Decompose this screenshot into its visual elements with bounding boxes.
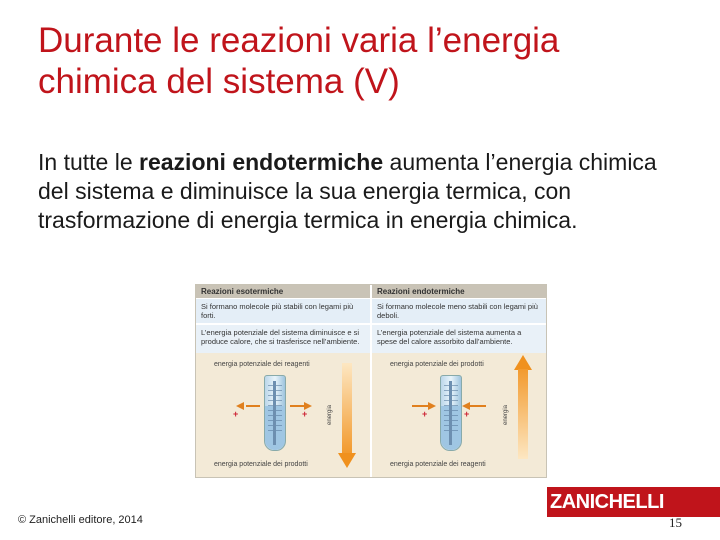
figure-column-endothermic	[372, 285, 546, 477]
plus-mark-left-2: +	[302, 409, 308, 419]
exothermic-bottom-label: energia potenziale dei prodotti	[214, 461, 308, 468]
exothermic-top-label: energia potenziale dei reagenti	[214, 361, 310, 368]
column-header-endothermic: Reazioni endotermiche	[372, 285, 546, 298]
endothermic-row2: L’energia potenziale del sistema aumenta a spese del calore assorbito dall’ambiente.	[372, 323, 546, 353]
slide-body-text	[38, 148, 678, 235]
energy-down-arrow	[342, 363, 352, 453]
figure-column-exothermic	[196, 285, 370, 477]
endothermic-vertical-label: energia	[503, 404, 509, 425]
heat-arrowhead-in-left	[428, 402, 436, 410]
body-post: aumenta l’energia chimica del sistema e diminuisce la sua energia termica, con trasformazione di energia termica in energia chimica.	[38, 149, 657, 233]
exothermic-vertical-label: energia	[327, 404, 333, 425]
body-bold-term: reazioni endotermiche	[139, 149, 384, 175]
body-pre: In tutte le	[38, 149, 140, 175]
endothermic-bottom-label: energia potenziale dei reagenti	[390, 461, 486, 468]
slide-title-line2: chimica del sistema (V)	[38, 62, 400, 101]
energy-up-arrow	[518, 369, 528, 459]
column-header-exothermic: Reazioni esotermiche	[196, 285, 370, 298]
plus-mark-left-1: +	[233, 409, 239, 419]
plus-mark-right-1: +	[422, 409, 428, 419]
endothermic-top-label: energia potenziale dei prodotti	[390, 361, 484, 368]
heat-arrow-left-in	[412, 405, 428, 407]
endothermic-row1: Si formano molecole meno stabili con legami più deboli.	[372, 298, 546, 323]
thermometer-right	[449, 381, 452, 445]
publisher-logo: ZANICHELLI	[547, 487, 720, 517]
heat-arrow-right-out	[290, 405, 304, 407]
reaction-figure	[195, 284, 547, 478]
energy-down-arrowhead	[338, 453, 356, 468]
exothermic-row1: Si formano molecole più stabili con legami più forti.	[196, 298, 370, 323]
energy-up-arrowhead	[514, 355, 532, 370]
page-number: 15	[669, 515, 682, 530]
heat-arrow-right-in	[470, 405, 486, 407]
copyright-text: © Zanichelli editore, 2014	[18, 514, 143, 526]
heat-arrow-left-out	[246, 405, 260, 407]
slide-title	[38, 20, 708, 102]
slide-title-line1: Durante le reazioni varia l’energia	[38, 21, 560, 60]
thermometer-left	[273, 381, 276, 445]
exothermic-row2: L’energia potenziale del sistema diminuisce e si produce calore, che si trasferisce nell’ambiente.	[196, 323, 370, 353]
plus-mark-right-2: +	[464, 409, 470, 419]
